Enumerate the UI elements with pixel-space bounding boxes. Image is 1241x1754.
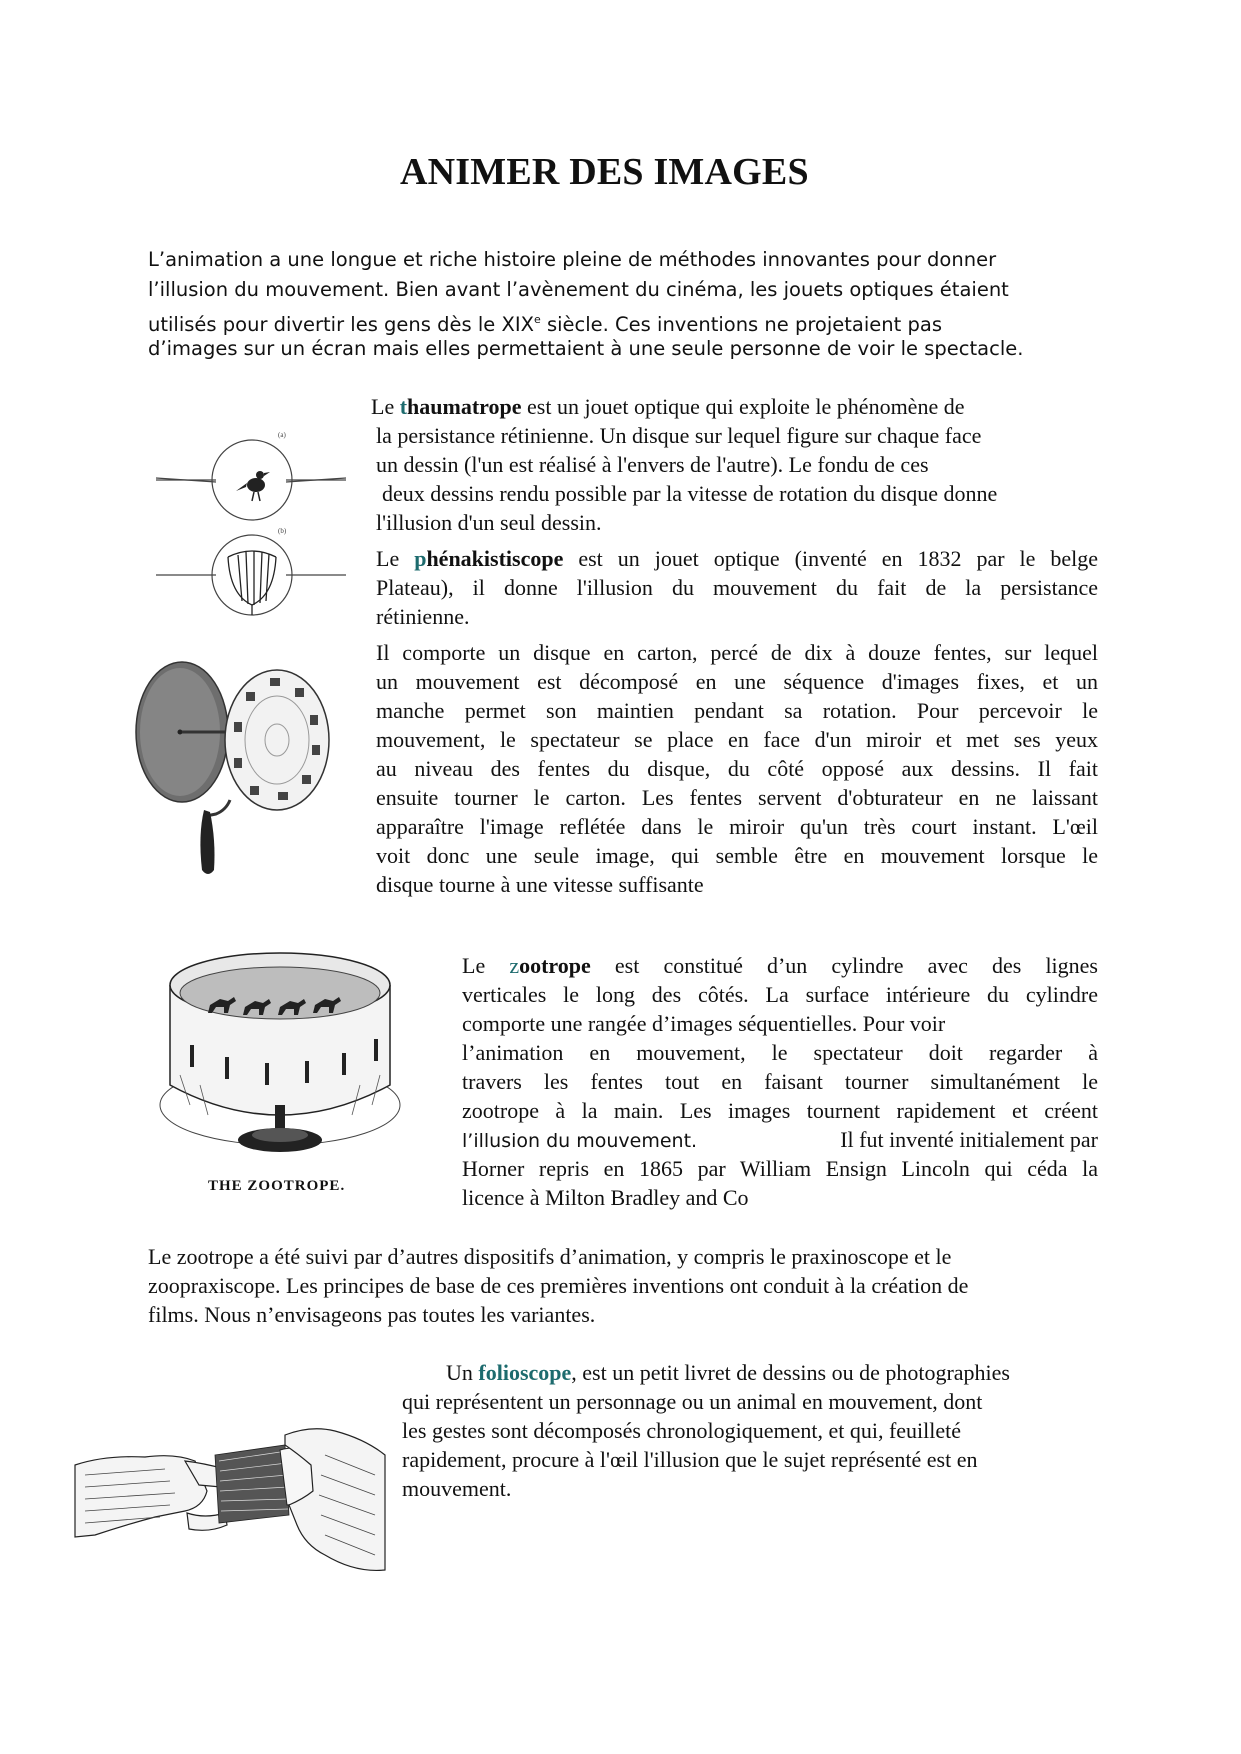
- thaumatrope-line: l'illusion d'un seul dessin.: [376, 510, 602, 535]
- thaumatrope-line: [371, 393, 964, 421]
- details-line: disque tourne à une vitesse suffisante: [376, 872, 704, 897]
- followup-line: zoopraxiscope. Les principes de base de ces premières inventions ont conduit à la création de: [148, 1273, 969, 1298]
- intro-text: utilisés pour divertir les gens dès le XIX: [148, 313, 534, 336]
- zootrope-line: zootrope à la main. Les images tournent rapidement et créent: [462, 1098, 1098, 1123]
- thaumatrope-line: la persistance rétinienne. Un disque sur lequel figure sur chaque face: [376, 423, 982, 448]
- phenakistiscope-line: Plateau), il donne l'illusion du mouvement du fait de la persistance: [376, 575, 1098, 600]
- phenakistiscope-line: rétinienne.: [376, 604, 470, 629]
- text-run: Le: [371, 394, 400, 419]
- folioscope-illustration: [75, 1395, 385, 1585]
- text-run: , est un petit livret de dessins ou de photographies: [571, 1360, 1010, 1385]
- text-run: Le: [376, 546, 415, 571]
- details-line: voit donc une seule image, qui semble être en mouvement lorsque le: [376, 843, 1098, 868]
- folioscope-line: qui représentent un personnage ou un animal en mouvement, dont: [402, 1389, 983, 1414]
- zootrope-line: licence à Milton Bradley and Co: [462, 1185, 749, 1210]
- page-title: ANIMER DES IMAGES: [400, 151, 809, 193]
- folioscope-line: rapidement, procure à l'œil l'illusion que le sujet représenté est en: [402, 1447, 978, 1472]
- intro-line: L’animation a une longue et riche histoire pleine de méthodes innovantes pour donner: [148, 248, 997, 271]
- details-line: Il comporte un disque en carton, percé de dix à douze fentes, sur lequel: [376, 640, 1098, 665]
- keyword-zootrope: ootrope: [519, 953, 591, 978]
- details-line: ensuite tourner le carton. Les fentes servent d'obturateur en ne laissant: [376, 785, 1098, 810]
- figure-label-a: (a): [278, 431, 286, 439]
- zootrope-line: l’animation en mouvement, le spectateur doit regarder à: [462, 1040, 1098, 1065]
- phenakistiscope-line: [376, 545, 1098, 573]
- folioscope-line: mouvement.: [402, 1476, 512, 1501]
- keyword-folioscope: folioscope: [478, 1360, 572, 1385]
- keyword-initial: p: [414, 546, 427, 571]
- zootrope-line: [462, 1126, 1098, 1155]
- keyword-initial: z: [509, 953, 520, 978]
- details-line: un mouvement est décomposé en une séquence d'images fixes, et un: [376, 669, 1098, 694]
- text-run: est constitué d’un cylindre avec des lignes: [590, 953, 1098, 978]
- zootrope-caption: THE ZOOTROPE.: [208, 1178, 346, 1194]
- text-run: Un: [446, 1360, 479, 1385]
- keyword-thaumatrope: haumatrope: [407, 394, 522, 419]
- zootrope-line: verticales le long des côtés. La surface intérieure du cylindre: [462, 982, 1098, 1007]
- text-run: Le: [462, 953, 510, 978]
- details-line: manche permet son maintien pendant sa rotation. Pour percevoir le: [376, 698, 1098, 723]
- text-run: Il fut inventé initialement par: [840, 1127, 1098, 1152]
- intro-line: l’illusion du mouvement. Bien avant l’avènement du cinéma, les jouets optiques étaient: [148, 278, 1009, 301]
- thaumatrope-line: un dessin (l'un est réalisé à l'envers de l'autre). Le fondu de ces: [376, 452, 929, 477]
- zootrope-line: Horner repris en 1865 par William Ensign Lincoln qui céda la: [462, 1156, 1098, 1181]
- zootrope-illustration: [130, 945, 430, 1210]
- text-run: l’illusion du mouvement.: [462, 1130, 698, 1152]
- folioscope-line: [446, 1359, 1010, 1387]
- details-line: au niveau des fentes du disque, du côté opposé aux dessins. Il fait: [376, 756, 1098, 781]
- followup-line: Le zootrope a été suivi par d’autres dispositifs d’animation, y compris le praxinoscope et le: [148, 1244, 952, 1269]
- details-line: mouvement, le spectateur se place en face d'un miroir et met ses yeux: [376, 727, 1098, 752]
- zootrope-line: [462, 952, 1098, 980]
- keyword-phenakistiscope: hénakistiscope: [426, 546, 564, 571]
- intro-text: siècle. Ces inventions ne projetaient pas: [540, 313, 942, 336]
- followup-line: films. Nous n’envisageons pas toutes les variantes.: [148, 1302, 596, 1327]
- folioscope-line: les gestes sont décomposés chronologiquement, et qui, feuilleté: [402, 1418, 962, 1443]
- superscript-e: e: [533, 313, 541, 326]
- thaumatrope-line: deux dessins rendu possible par la vitesse de rotation du disque donne: [382, 481, 998, 506]
- text-run: est un jouet optique (inventé en 1832 par le belge: [563, 546, 1099, 571]
- figure-label-b: (b): [278, 527, 287, 535]
- text-run: est un jouet optique qui exploite le phénomène de: [521, 394, 965, 419]
- intro-line: d’images sur un écran mais elles permettaient à une seule personne de voir le spectacle.: [148, 337, 1024, 360]
- keyword-initial: t: [399, 394, 408, 419]
- zootrope-line: comporte une rangée d’images séquentielles. Pour voir: [462, 1011, 946, 1036]
- phenakistiscope-illustration: [130, 660, 350, 880]
- thaumatrope-illustration: [150, 425, 350, 625]
- details-line: apparaître l'image reflétée dans le miroir qu'un très court instant. L'œil: [376, 814, 1098, 839]
- zootrope-line: travers les fentes tout en faisant tourner simultanément le: [462, 1069, 1098, 1094]
